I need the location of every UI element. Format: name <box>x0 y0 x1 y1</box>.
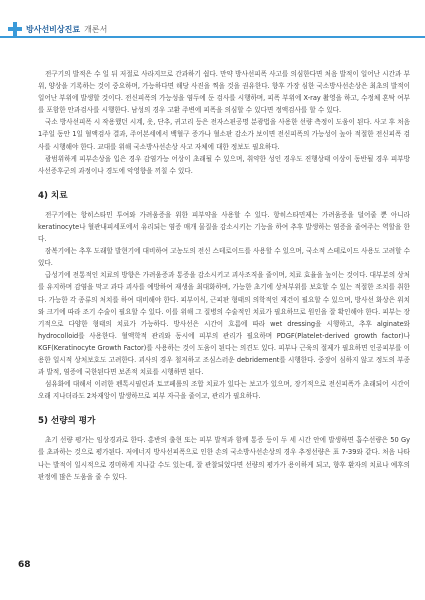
section-heading-treatment: 4) 치료 <box>38 190 68 201</box>
medical-cross-icon <box>8 22 22 36</box>
body-paragraph: 전구기의 발적은 수 일 뒤 저절로 사라지므로 간과하기 쉽다. 만약 방사선피폭 사고를 의심한다면 처음 발적이 일어난 시간과 부위, 양상을 기록하는 것이 중요하며, 가능하다면 해당 사진을 찍을 것을 권유한다. 향후 가장 심한 국소방사선손상은 최초의 발적이 일어난 부위에 발생할 것이다. 전신피폭의 가능성을 염두에 둔 검사를 시행하며, 피폭 부위에 X-ray 촬영을 하고, 수정체 혼탁 여부를 포함한 안과검사를 시행한다. 남성의 경우 고환 주변에 피폭을 의심할 수 있다면 정액검사를 할 수 있다. <box>38 70 410 115</box>
page-header <box>0 0 425 40</box>
body-paragraph: 잠복기에는 추후 도래할 발현기에 대비하여 고농도의 전신 스테로이드를 사용할 수 있으며, 국소적 스테로이드 사용도 고려할 수 있다. <box>38 247 410 268</box>
header-divider <box>0 36 425 38</box>
header-title <box>26 24 107 35</box>
body-paragraph: 전구기에는 항히스타민 투여와 가려움증을 위한 피부약을 사용할 수 있다. 항히스타민제는 가려움증을 덜어줄 뿐 아니라 keratinocyte나 혈관내피세포에서 유리되는 염증 매개 물질을 감소시키는 기능을 하여 추후 발생하는 염증을 줄여주는 역할을 한다. <box>38 210 410 244</box>
header-title-main: 방사선비상진료 <box>26 25 81 34</box>
page-body <box>38 68 410 483</box>
body-paragraph: 초기 선량 평가는 임상경과로 한다. 홍반의 출현 또는 피부 발적과 함께 통증 등이 두 세 시간 안에 발생하면 흡수선량은 50 Gy를 초과하는 것으로 평가된다. 저에너지 방사선피폭으로 인한 손의 국소방사선손상의 경우 추정선량은 표 7-39와 같다. 처음 나타나는 발적이 일시적으로 경미하게 지나갈 수도 있는데, 잘 관찰되었다면 선량의 평가가 용이하게 되고, 향후 환자의 치료나 예후의 판정에 많은 도움을 줄 수 있다. <box>38 436 410 481</box>
body-paragraph: 광범위하게 피부손상을 입은 경우 감염가능 어상이 초래될 수 있으며, 취약한 성인 경우도 진행상태 이상이 동반될 경우 피부방사선증후군의 과정이나 경도에 악영향을 끼칠 수 있다. <box>38 154 410 175</box>
body-paragraph: 국소 방사선피폭 시 작용했던 시계, 옷, 단추, 귀고리 등은 전자스핀공명 분광법을 사용한 선량 측정이 도움이 된다. 사고 후 처음 1주일 동안 1일 혈액검사 결과, 주어본세에서 백혈구 증가나 혈소판 감소가 보이면 전신피폭의 가능성이 높아 적절한 전신피폭 검사를 시행해야 한다. 교대를 위해 국소방사선손상 사고 자체에 대한 정보도 필요하다. <box>38 118 410 151</box>
page-number: 68 <box>18 560 31 570</box>
section-heading-dose-evaluation: 5) 선량의 평가 <box>38 416 96 427</box>
header-subtitle: 개론서 <box>84 25 108 34</box>
body-paragraph: 섬유화에 대해서 이러한 펜톡시필린과 토코페롤의 조합 치료가 있다는 보고가 있으며, 장기적으로 전신피폭가 초래되어 시간이 오래 지나더라도 2차재앙이 발생하므로 피부 자극을 줄이고, 관리가 필요하다. <box>38 380 410 401</box>
body-paragraph: 급성기에 전통적인 치료의 방향은 가려움증과 통증을 감소시키고 괴사조직을 줄이며, 치료 효율을 높이는 것이다. 대부분의 상처를 유지하며 감염을 막고 과다 괴사를 예방하여 재생을 최대화하며, 가능한 초기에 상처부위를 보호할 수 있는 적절한 조치를 취한다. 가능한 각 종류의 처치를 하여 대비해야 한다. 피부이식, 근피판 형태의 의학적인 재건이 필요할 수 있으며, 방사선 화상은 위치와 크기에 따라 조기 수술이 필요할 수 있다. 이를 위해 그 질병의 수술적인 치료가 필요하므로 원인을 잘 확인해야 한다. 피부는 장기적으로 다양한 형태의 치료가 가능하다. 방사선은 시간이 흐름에 따라 wet dressing을 시행하고, 추후 alginate와 hydrocolloid를 사용한다. 혈액학적 관리와 동시에 피부의 관리가 필요하며 PDGF(Platelet-derived growth factor)나 KGF(Keratinocyte Growth Factor)를 사용하는 것이 도움이 된다는 의견도 있다. 피부나 근육의 절제가 필요하면 인공피부를 이용한 일시적 상처보호도 고려한다. 괴사의 경우 철저하고 조심스러운 debridement를 시행한다. 중장이 심하지 않고 정도의 부종과 발적, 염증에 국한된다면 보존적 치료를 시행하면 된다. <box>38 271 410 377</box>
